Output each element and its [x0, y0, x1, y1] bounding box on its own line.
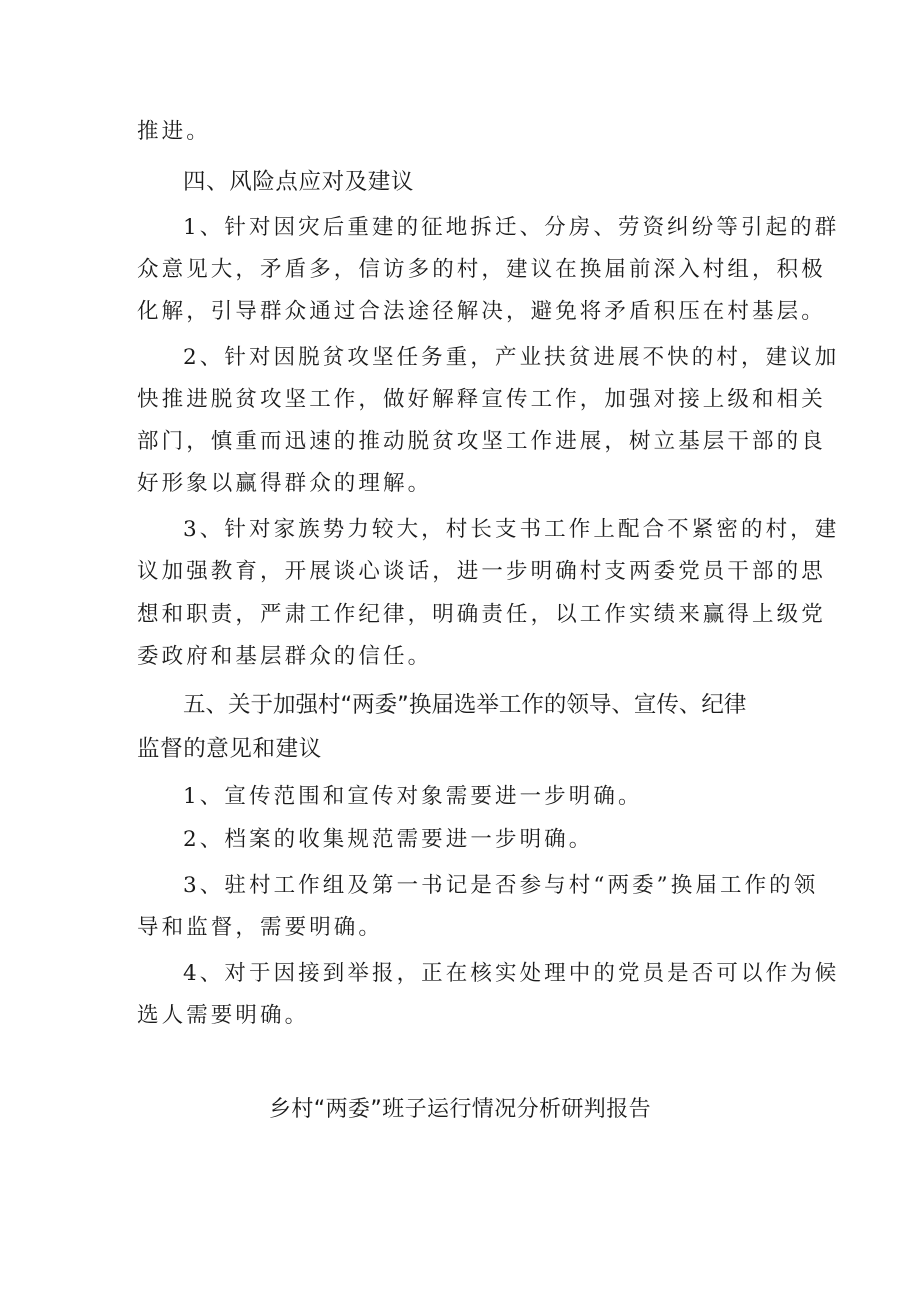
- paragraph-line: 众意见大，矛盾多，信访多的村，建议在换届前深入村组，积极: [137, 257, 826, 282]
- paragraph-line: 1、针对因灾后重建的征地拆迁、分房、劳资纠纷等引起的群: [183, 215, 840, 240]
- section-heading-5: 五、关于加强村“两委”换届选举工作的领导、宣传、纪律: [183, 692, 747, 718]
- paragraph-line: 导和监督，需要明确。: [137, 915, 384, 940]
- paragraph-line: 4、对于因接到举报，正在核实处理中的党员是否可以作为候: [183, 961, 840, 986]
- section-heading-4: 四、风险点应对及建议: [183, 169, 415, 195]
- paragraph-line: 议加强教育，开展谈心谈话，进一步明确村支两委党员干部的思: [137, 559, 826, 584]
- report-title: 乡村“两委”班子运行情况分析研判报告: [269, 1097, 651, 1122]
- paragraph-line: 部门，慎重而迅速的推动脱贫攻坚工作进展，树立基层干部的良: [137, 429, 826, 454]
- paragraph-line: 2、针对因脱贫攻坚任务重，产业扶贫进展不快的村，建议加: [183, 345, 840, 370]
- paragraph-line: 推进。: [137, 119, 211, 144]
- paragraph-line: 选人需要明确。: [137, 1003, 310, 1028]
- paragraph-line: 好形象以赢得群众的理解。: [137, 471, 433, 496]
- paragraph-line: 想和职责，严肃工作纪律，明确责任，以工作实绩来赢得上级党: [137, 602, 826, 627]
- section-heading-5-cont: 监督的意见和建议: [137, 736, 322, 762]
- paragraph-line: 委政府和基层群众的信任。: [137, 644, 433, 669]
- paragraph-line: 2、档案的收集规范需要进一步明确。: [183, 827, 594, 852]
- paragraph-line: 化解，引导群众通过合法途径解决，避免将矛盾积压在村基层。: [137, 299, 826, 324]
- paragraph-line: 3、针对家族势力较大，村长支书工作上配合不紧密的村，建: [183, 517, 840, 542]
- paragraph-line: 1、宣传范围和宣传对象需要进一步明确。: [183, 784, 643, 809]
- paragraph-line: 快推进脱贫攻坚工作，做好解释宣传工作，加强对接上级和相关: [137, 387, 826, 412]
- paragraph-line: 3、驻村工作组及第一书记是否参与村“两委”换届工作的领: [183, 873, 819, 898]
